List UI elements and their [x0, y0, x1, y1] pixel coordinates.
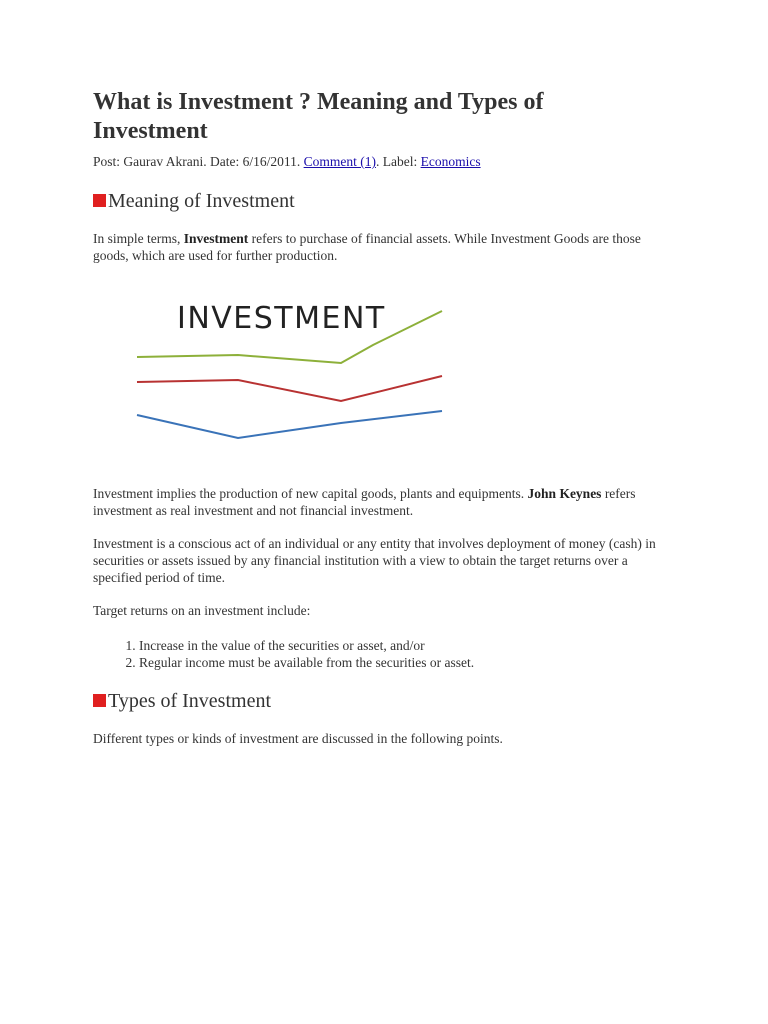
investment-illustration — [133, 290, 453, 450]
paragraph-keynes — [93, 486, 668, 520]
paragraph-conscious-act: Investment is a conscious act of an individual or any entity that involves deployment of money (cash) in securities or assets issued by any financial institution with a view to obtain the target returns over a specified period of time. — [93, 536, 656, 585]
section-heading-meaning — [93, 188, 295, 214]
section-heading-types — [93, 688, 271, 714]
blue-trend-line — [137, 411, 442, 438]
bold-name: John Keynes — [527, 486, 602, 501]
section-heading-text: Meaning of Investment — [108, 190, 295, 212]
target-returns-list — [93, 637, 669, 671]
text: In simple terms, — [93, 231, 184, 246]
list-item: 1. Increase in the value of the securities or asset, and/or — [139, 637, 669, 654]
label-prefix: . Label: — [375, 154, 421, 169]
text: refers to purchase of financial assets. While Investment Goods are those goods, which are used for further production. — [93, 231, 641, 263]
bold-term: Investment — [183, 231, 249, 246]
paragraph-definition — [93, 231, 668, 265]
text: refers investment as real investment and not financial investment. — [93, 486, 636, 518]
post-info: Post: Gaurav Akrani. Date: 6/16/2011. — [93, 154, 304, 169]
list-item: 2. Regular income must be available from the securities or asset. — [139, 654, 669, 671]
label-link[interactable]: Economics — [420, 154, 481, 169]
red-square-icon — [93, 194, 106, 207]
red-trend-line — [137, 376, 442, 401]
section-heading-text: Types of Investment — [108, 690, 272, 712]
text: Investment implies the production of new capital goods, plants and equipments. — [93, 486, 528, 501]
paragraph-types-intro: Different types or kinds of investment are discussed in the following points. — [93, 731, 503, 746]
illustration-caption: INVESTMENT — [177, 301, 386, 336]
post-meta — [93, 153, 673, 171]
paragraph-target-returns: Target returns on an investment include: — [93, 603, 311, 618]
comment-link[interactable]: Comment (1) — [303, 154, 376, 169]
page-title: What is Investment ? Meaning and Types of Investment — [93, 89, 544, 144]
red-square-icon — [93, 694, 106, 707]
